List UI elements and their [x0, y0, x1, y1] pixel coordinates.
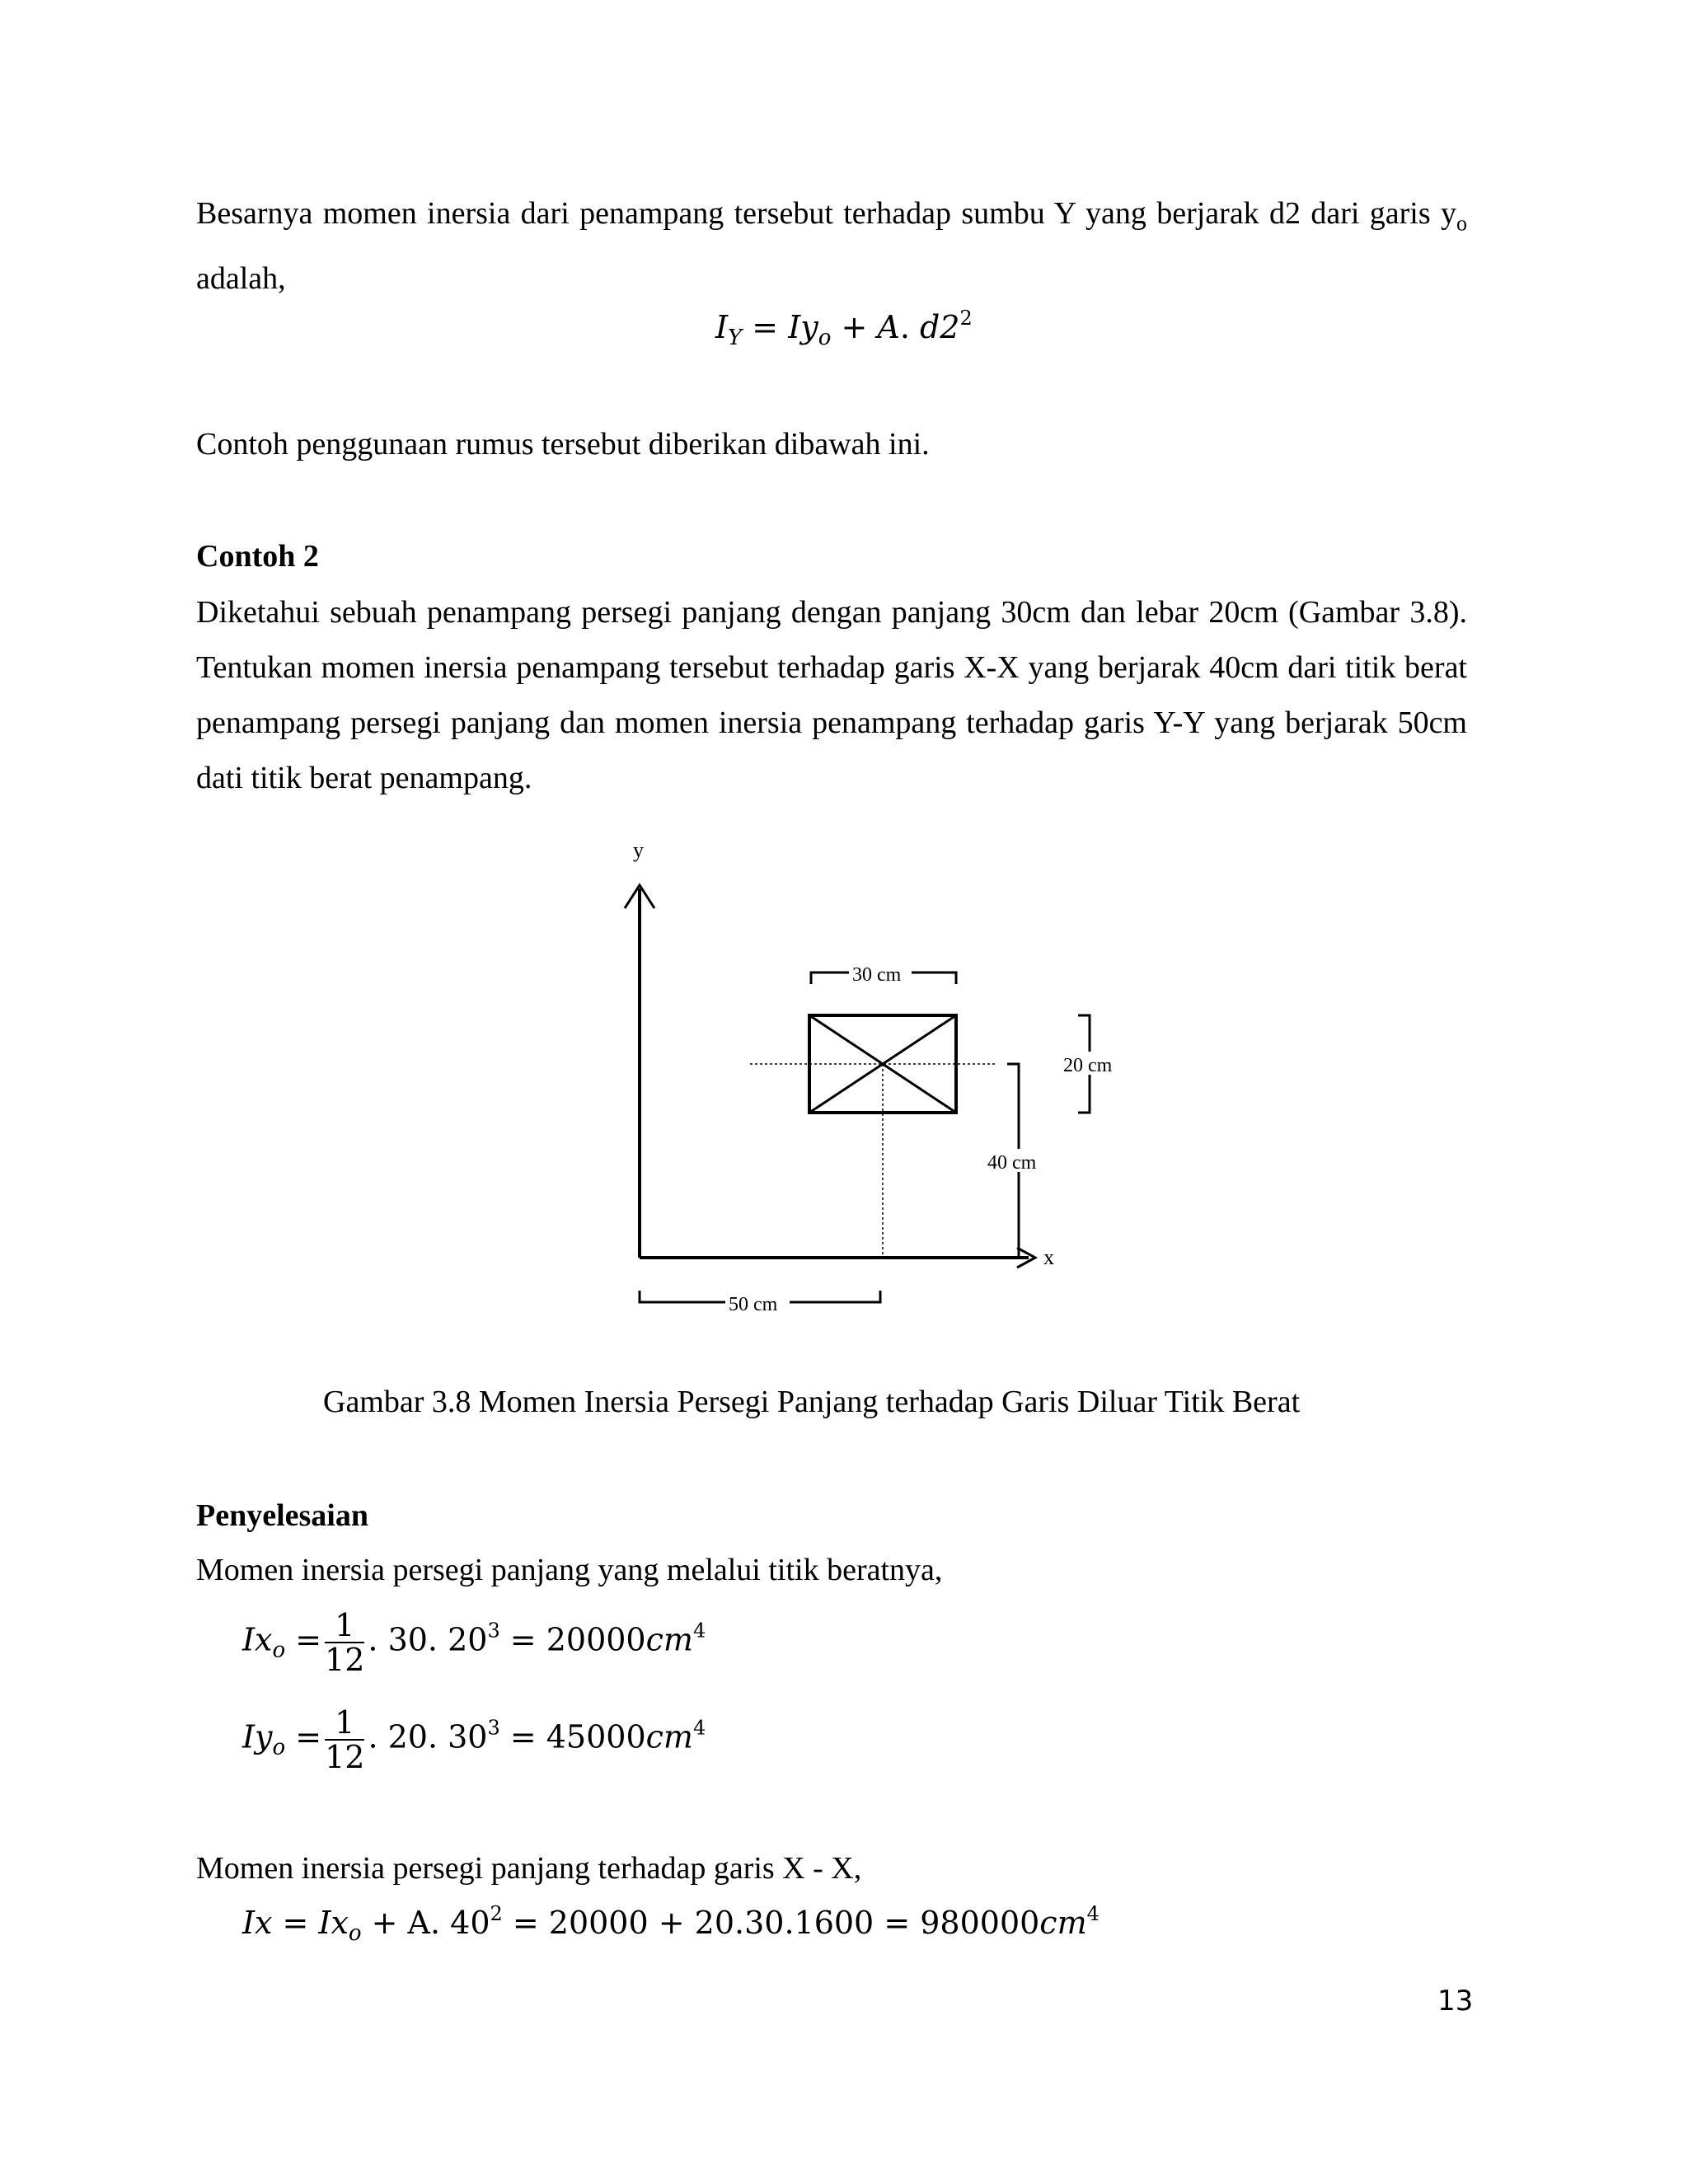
usage-line: Contoh penggunaan rumus tersebut diberikan dibawah ini.: [196, 427, 930, 462]
y-axis-label: y: [633, 838, 644, 862]
equation-ixo: $Ix_o$ = $\frac{1}{12}$ . 30. $20^3 = 20000cm^4$: [242, 1607, 706, 1678]
formula-iy: $I_Y = Iy_o + A$. $d2^2$: [715, 307, 973, 350]
offset-y-label: 40 cm: [987, 1152, 1037, 1174]
equation-iyo: $Iy_o$ = $\frac{1}{12}$ . 20. $30^3 = 45000cm^4$: [242, 1704, 706, 1775]
page-number: 13: [1437, 1985, 1474, 2018]
example-problem: Diketahui sebuah penampang persegi panjang dengan panjang 30cm dan lebar 20cm (Gambar 3.8). Tentukan momen inersia penampang tersebut terhadap garis X-X yang berjarak 40cm dari titik berat penampang persegi panjang dan momen inersia penampang terhadap garis Y-Y yang berjarak 50cm dati titik berat penampang.: [196, 595, 1467, 795]
xx-intro: Momen inersia persegi panjang terhadap garis X - X,: [196, 1851, 862, 1886]
height-label: 20 cm: [1063, 1055, 1113, 1076]
example-heading: Contoh 2: [196, 539, 319, 574]
solution-intro: Momen inersia persegi panjang yang melalui titik beratnya,: [196, 1553, 943, 1587]
solution-heading: Penyelesaian: [196, 1498, 368, 1533]
figure-caption: Gambar 3.8 Momen Inersia Persegi Panjang terhadap Garis Diluar Titik Berat: [323, 1385, 1301, 1419]
equation-ix: $Ix = Ix_o + A$. $40^2 = 20000 + 20.30.1600 = 980000cm^4$: [242, 1902, 1100, 1946]
width-label: 30 cm: [852, 964, 902, 986]
x-axis-label: x: [1043, 1245, 1054, 1269]
intro-paragraph: Besarnya momen inersia dari penampang tersebut terhadap sumbu Y yang berjarak d2 dari garis $y_o$ adalah,: [196, 196, 1467, 296]
offset-x-label: 50 cm: [729, 1294, 778, 1315]
